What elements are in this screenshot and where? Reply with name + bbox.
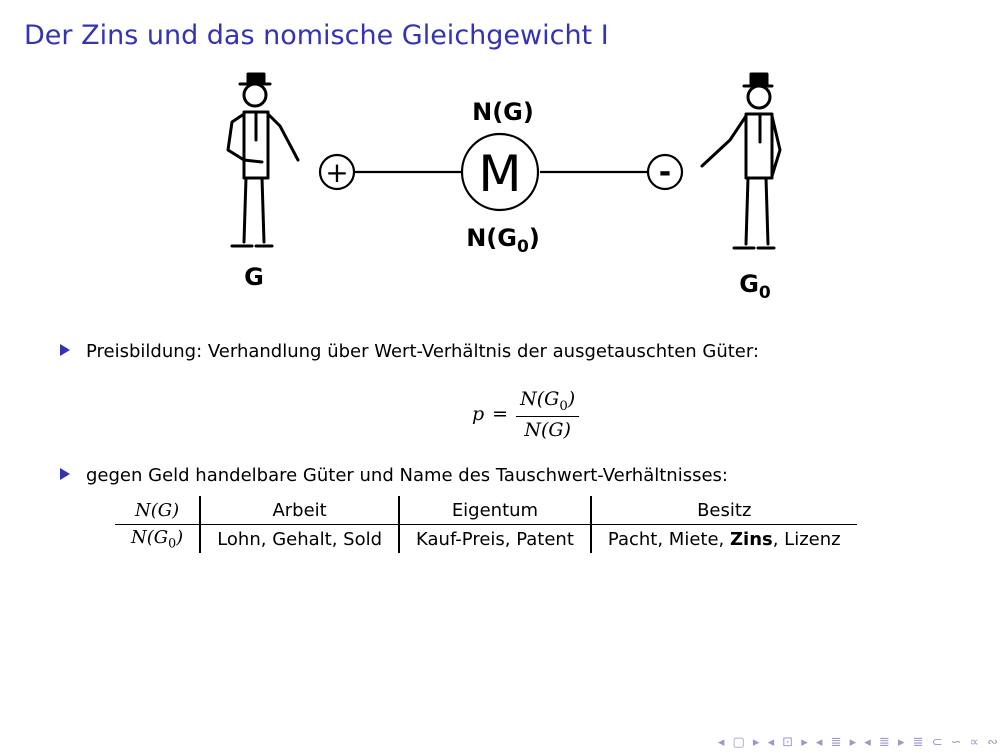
table-row [115, 496, 857, 525]
bullet-text: gegen Geld handelbare Güter und Name des Tauschwert-Verhältnisses: [86, 465, 728, 486]
table-cell-head: $N(G_0)$ [115, 525, 200, 554]
top-label: N(G) [472, 98, 534, 126]
minus-sign: - [658, 155, 672, 190]
beamer-navigation-bar[interactable]: ◂ ▢ ▸ ◂ ⊡ ▸ ◂ ≣ ▸ ◂ ≣ ▸ ≣ ⊂ ∽ ∝ ∾ [717, 735, 1000, 750]
money-letter: M [478, 145, 522, 203]
formula-lhs: p [472, 403, 485, 426]
bullet-triangle-icon [60, 468, 70, 480]
bullet-triangle-icon [60, 344, 70, 356]
formula-equals: = [492, 403, 509, 426]
table-cell: Kauf-Preis, Patent [399, 525, 591, 554]
right-person-label: $G_0$ [739, 270, 771, 303]
exchange-value-table [115, 496, 857, 553]
bullet-text: Preisbildung: Verhandlung über Wert-Verhältnis der ausgetauschten Güter: [86, 341, 760, 362]
frame-title: Der Zins und das nomische Gleichgewicht I [24, 20, 609, 51]
bottom-label: $N(G_0)$ [466, 224, 540, 257]
table-cell-head: N(G) [115, 496, 200, 525]
plus-sign: + [325, 156, 349, 189]
right-person-figure [702, 74, 780, 248]
table-row [115, 525, 857, 554]
left-person-label: G [244, 263, 264, 291]
table-cell: Eigentum [399, 496, 591, 525]
table-cell: Pacht, Miete, Zins, Lizenz [607, 528, 841, 550]
table-cell: Arbeit [200, 496, 399, 525]
table-cell: Lohn, Gehalt, Sold [200, 525, 399, 554]
bullet-price-formation [60, 341, 759, 362]
price-formula [472, 388, 579, 441]
left-person-figure [228, 74, 298, 246]
formula-fraction [516, 388, 579, 441]
formula-denominator: N(G) [524, 418, 571, 441]
exchange-diagram [0, 0, 1008, 320]
bullet-tradable-goods [60, 465, 728, 486]
formula-numerator: $N(G_0)$ [516, 388, 579, 417]
table-cell: Besitz [591, 496, 857, 525]
